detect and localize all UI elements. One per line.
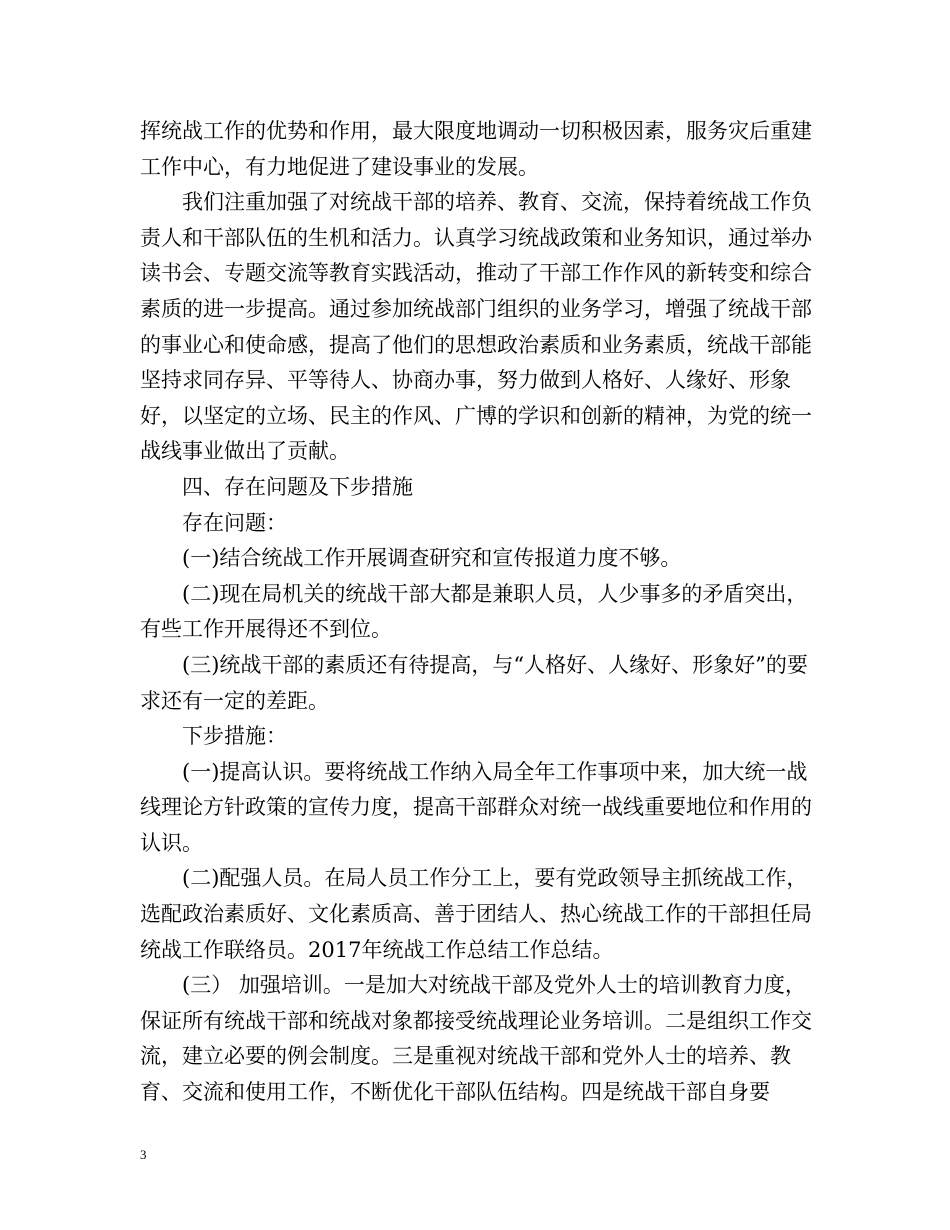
paragraph-continuation: 挥统战工作的优势和作用，最大限度地调动一切积极因素，服务灾后重建工作中心，有力地促进了建设事业的发展。 (140, 119, 812, 179)
measure-item-1: (一)提高认识。要将统战工作纳入局全年工作事项中来，加大统一战线理论方针政策的宣传力度，提高干部群众对统一战线重要地位和作用的认识。 (140, 759, 812, 855)
measure-item-3: (三） 加强培训。一是加大对统战干部及党外人士的培训教育力度，保证所有统战干部和统战对象都接受统战理论业务培训。二是组织工作交流，建立必要的例会制度。三是重视对统战干部和党外人士的培养、教育、交流和使用工作，不断优化干部队伍结构。四是统战干部自身要 (140, 973, 812, 1105)
measure-item-2: (二)配强人员。在局人员工作分工上，要有党政领导主抓统战工作，选配政治素质好、文化素质高、善于团结人、热心统战工作的干部担任局统战工作联络员。2017年统战工作总结工作总结。 (140, 866, 812, 962)
problem-item-1: (一)结合统战工作开展调查研究和宣传报道力度不够。 (182, 546, 682, 571)
subheading-measures: 下步措施： (182, 724, 287, 749)
section-heading-problems-measures: 四、存在问题及下步措施 (182, 474, 413, 499)
subheading-problems: 存在问题： (182, 510, 287, 535)
problem-item-3: (三)统战干部的素质还有待提高，与“人格好、人缘好、形象好”的要求还有一定的差距。 (140, 652, 808, 713)
problem-item-2: (二)现在局机关的统战干部大都是兼职人员，人少事多的矛盾突出，有些工作开展得还不到位。 (140, 581, 808, 642)
document-body (140, 114, 820, 1111)
paragraph-cadre-training: 我们注重加强了对统战干部的培养、教育、交流，保持着统战工作负责人和干部队伍的生机和活力。认真学习统战政策和业务知识，通过举办读书会、专题交流等教育实践活动，推动了干部工作作风的新转变和综合素质的进一步提高。通过参加统战部门组织的业务学习，增强了统战干部的事业心和使命感，提高了他们的思想政治素质和业务素质，统战干部能坚持求同存异、平等待人、协商办事，努力做到人格好、人缘好、形象好，以坚定的立场、民主的作风、广博的学识和创新的精神，为党的统一战线事业做出了贡献。 (140, 190, 812, 464)
page-number: 3 (140, 1147, 147, 1162)
